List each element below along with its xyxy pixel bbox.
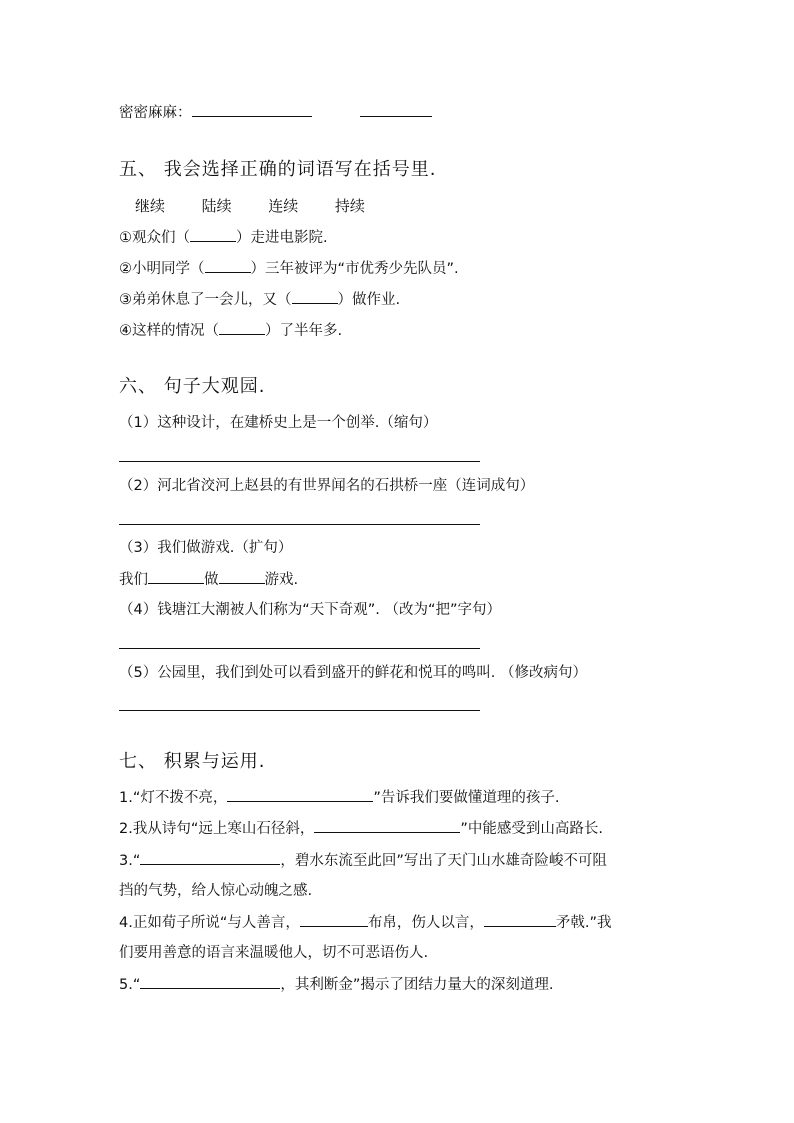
answer-line[interactable] [119, 710, 480, 711]
word-options [135, 196, 397, 217]
section-seven-title: 七、 积累与运用. [119, 751, 266, 772]
question-text: ）走进电影院. [236, 230, 328, 246]
word-option: 陆续 [201, 197, 232, 215]
word-option: 连续 [268, 197, 299, 215]
question-text: 2.我从诗句“远上寒山石径斜， [119, 821, 315, 837]
sec5-question-1 [119, 227, 328, 248]
question-text: 矛戟.”我 [555, 915, 612, 931]
question-text: 布帛，伤人以言， [367, 915, 484, 931]
answer-blank[interactable] [300, 912, 368, 927]
question-text: 5.“ [119, 977, 141, 993]
answer-blank[interactable] [314, 818, 460, 833]
answer-blank[interactable] [292, 289, 338, 304]
answer-blank[interactable] [360, 102, 432, 117]
sec6-question-3-fill [119, 569, 298, 590]
word-option: 持续 [334, 197, 365, 215]
answer-blank[interactable] [219, 320, 265, 335]
answer-blank[interactable] [140, 974, 280, 989]
question-text: ）做作业. [337, 292, 401, 308]
question-text: 3.“ [119, 853, 141, 869]
sec7-item-3-cont: 挡的气势，给人惊心动魄之感. [119, 883, 313, 899]
sec7-item-3 [119, 850, 607, 871]
sec6-question-3: （3）我们做游戏.（扩句） [119, 540, 293, 556]
sec7-item-5 [119, 974, 553, 995]
answer-blank[interactable] [148, 569, 204, 584]
question-text: ）了半年多. [265, 323, 343, 339]
question-text: ”中能感受到山高路长. [460, 821, 603, 837]
answer-blank[interactable] [205, 258, 251, 273]
mimi-label: 密密麻麻： [119, 105, 192, 121]
answer-blank[interactable] [192, 102, 312, 117]
answer-blank[interactable] [227, 787, 373, 802]
sec7-item-4-cont: 们要用善意的语言来温暖他人，切不可恶语伤人. [119, 945, 429, 961]
sec7-item-1 [119, 787, 559, 808]
word-option: 继续 [135, 197, 166, 215]
sec6-question-5: （5）公园里，我们到处可以看到盛开的鲜花和悦耳的鸣叫. （修改病句） [119, 665, 587, 681]
answer-blank[interactable] [140, 850, 280, 865]
sec6-question-4: （4）钱塘江大潮被人们称为“天下奇观”. （改为“把”字句） [119, 602, 501, 618]
sec6-question-2: （2）河北省洨河上赵县的有世界闻名的石拱桥一座（连词成句） [119, 478, 535, 494]
section-six-title: 六、 句子大观园. [119, 376, 266, 397]
sec5-question-4 [119, 320, 342, 341]
answer-line[interactable] [119, 524, 480, 525]
answer-blank[interactable] [190, 227, 236, 242]
question-text: ，碧水东流至此回”写出了天门山水雄奇险峻不可阻 [280, 853, 607, 869]
question-text: ”告诉我们要做懂道理的孩子. [373, 790, 560, 806]
mimi-line [119, 102, 432, 123]
question-text: 1.“灯不拨不亮， [119, 790, 228, 806]
question-text: 做 [204, 572, 219, 588]
question-text: ④这样的情况（ [119, 323, 219, 339]
question-text: ①观众们（ [119, 230, 190, 246]
question-text: 4.正如荀子所说“与人善言， [119, 915, 300, 931]
sec5-question-2 [119, 258, 459, 279]
answer-blank[interactable] [484, 912, 556, 927]
question-text: 我们 [119, 572, 148, 588]
question-text: ，其利断金”揭示了团结力量大的深刻道理. [280, 977, 554, 993]
question-text: 游戏. [264, 572, 299, 588]
sec7-item-2 [119, 818, 603, 839]
answer-line[interactable] [119, 461, 480, 462]
answer-line[interactable] [119, 648, 480, 649]
sec7-item-4 [119, 912, 611, 933]
sec6-question-1: （1）这种设计，在建桥史上是一个创举.（缩句） [119, 415, 438, 431]
question-text: ③弟弟休息了一会儿，又（ [119, 292, 292, 308]
answer-blank[interactable] [219, 569, 265, 584]
question-text: ②小明同学（ [119, 261, 205, 277]
sec5-question-3 [119, 289, 400, 310]
section-five-title: 五、 我会选择正确的词语写在括号里. [119, 159, 437, 180]
question-text: ）三年被评为“市优秀少先队员”. [250, 261, 459, 277]
